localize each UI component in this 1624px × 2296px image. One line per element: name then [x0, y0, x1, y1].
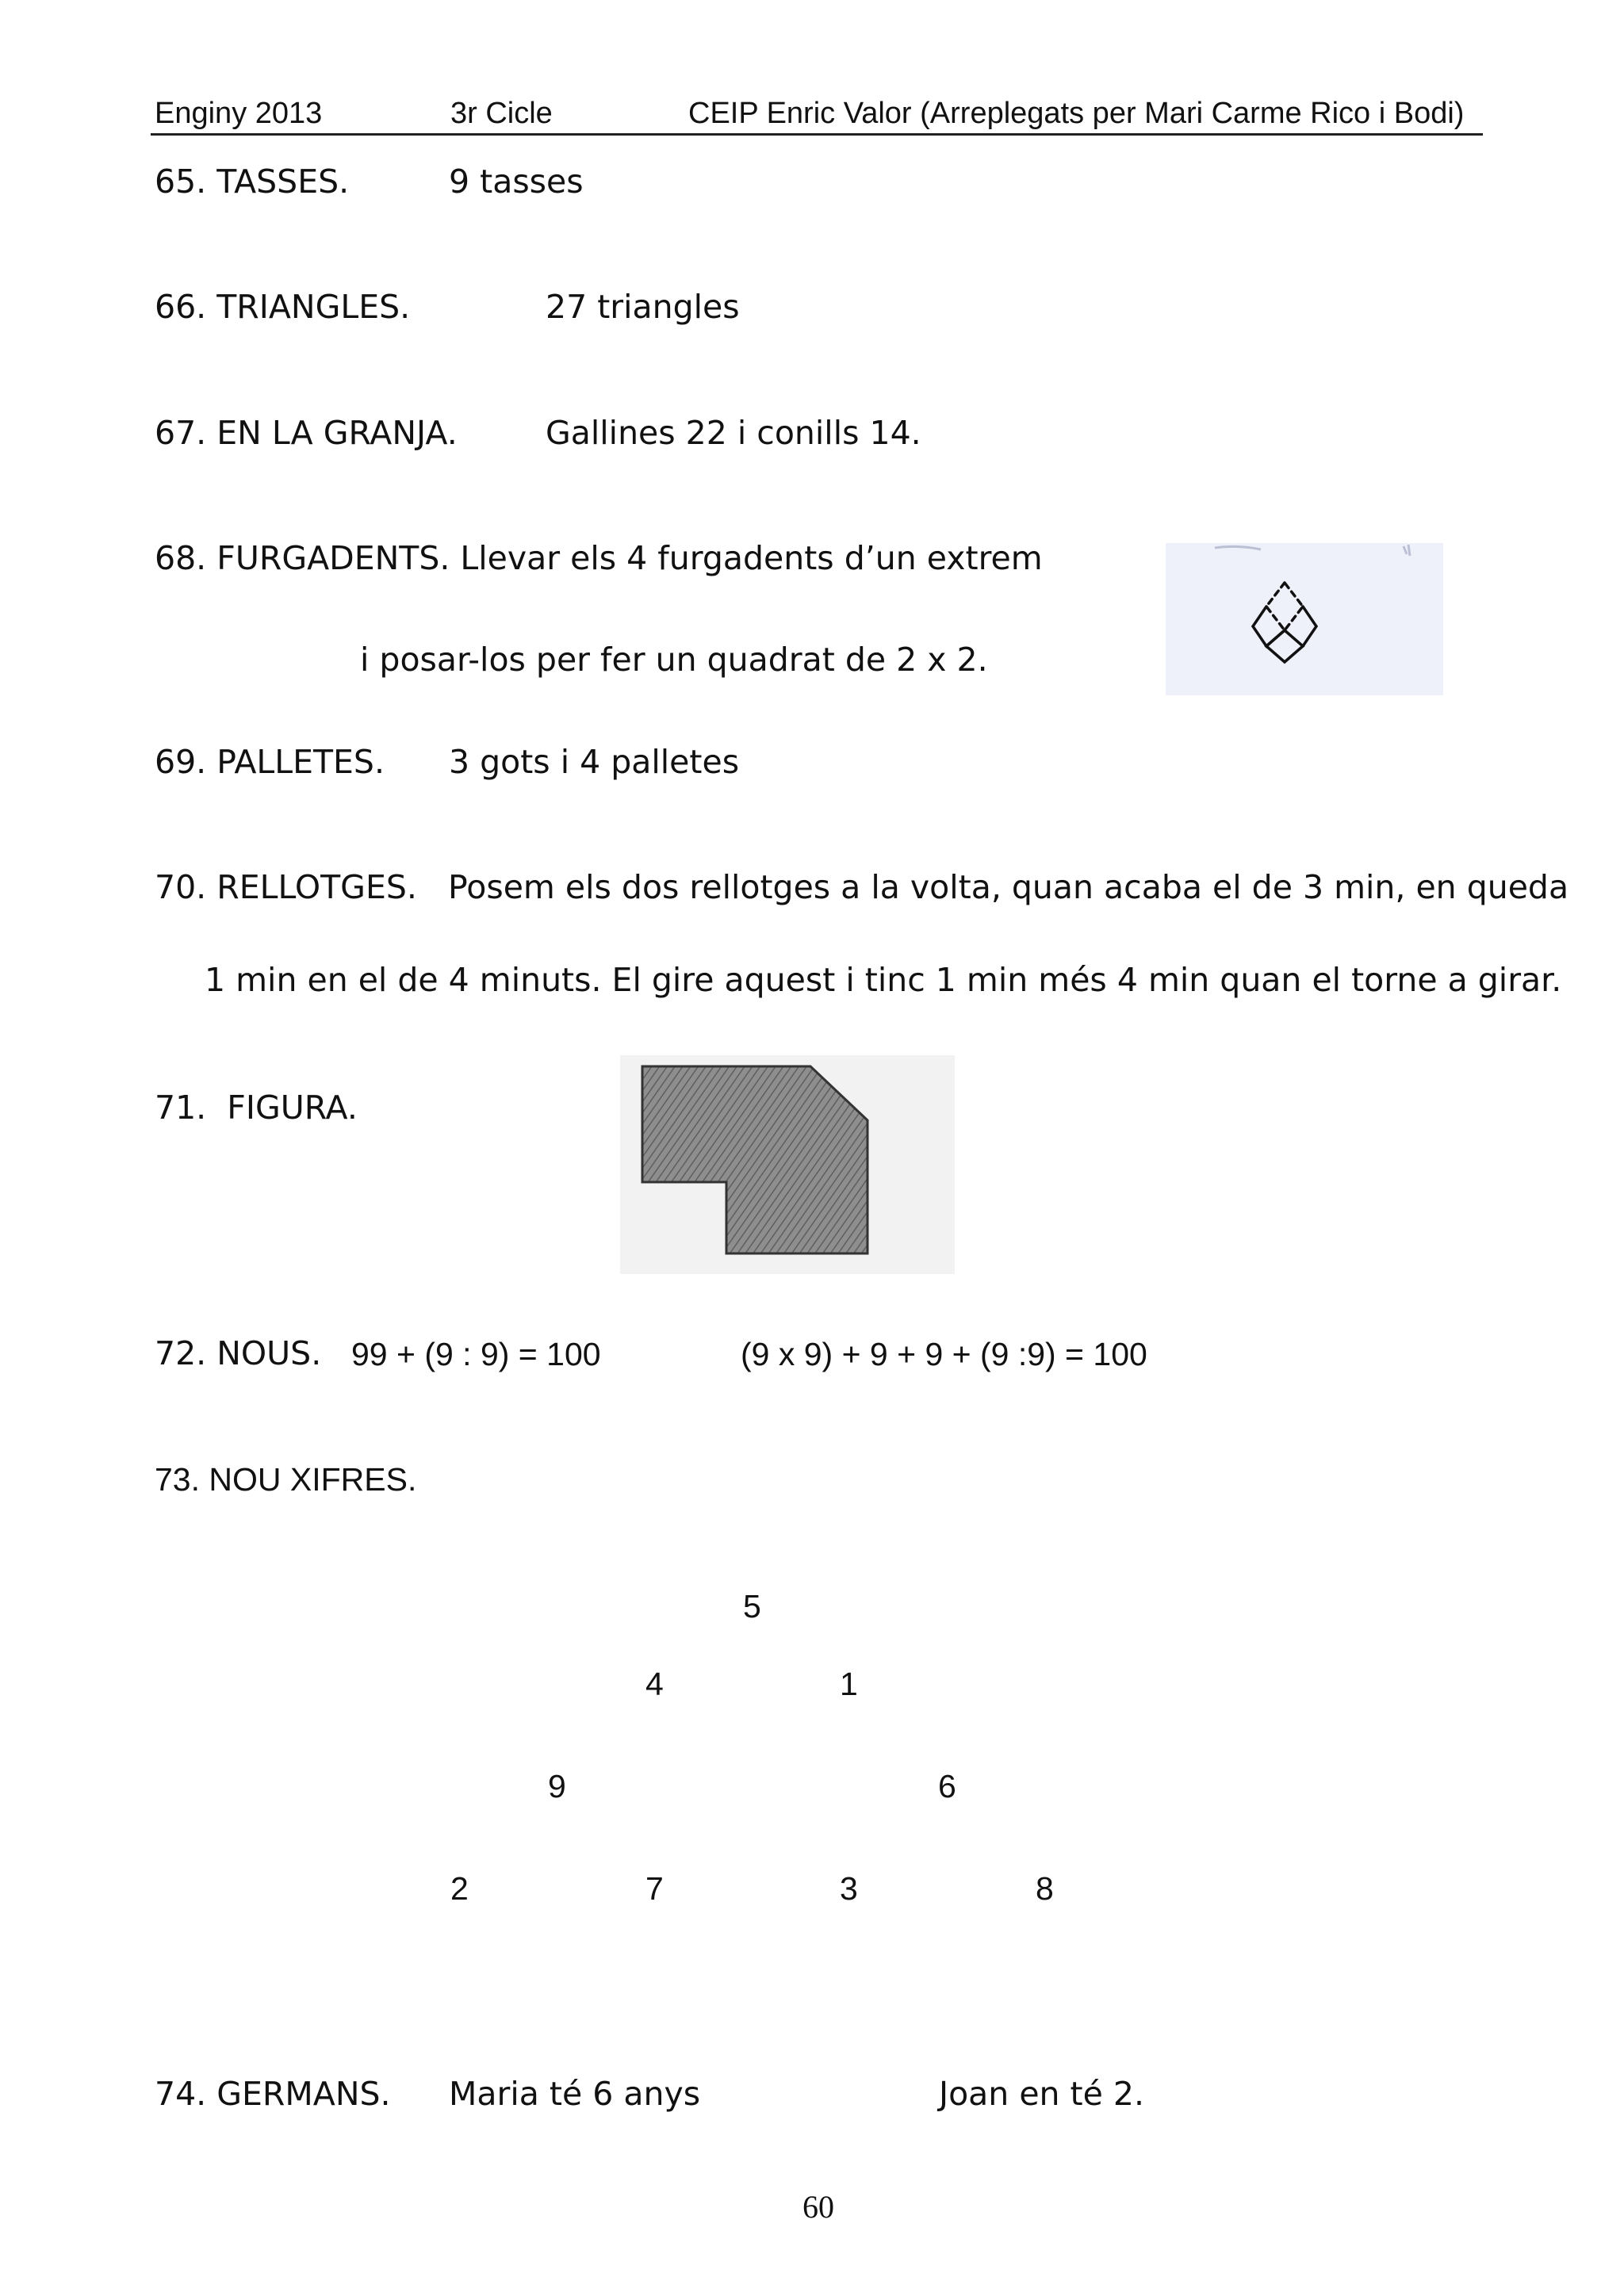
item-74-title: 74. GERMANS.: [155, 2075, 391, 2113]
item-70-line2: 1 min en el de 4 minuts. El gire aquest i tinc 1 min més 4 min quan el torne a girar.: [205, 961, 1562, 999]
item-73-title: 73. NOU XIFRES.: [155, 1461, 417, 1498]
item-67-answer: Gallines 22 i conills 14.: [546, 414, 921, 452]
header-rule: [151, 133, 1483, 136]
shaded-figure-image: [620, 1055, 955, 1274]
toothpick-square-image: [1166, 543, 1443, 695]
item-72-equation-2: (9 x 9) + 9 + 9 + (9 :9) = 100: [741, 1336, 1147, 1372]
item-72-title: 72. NOUS.: [155, 1334, 322, 1372]
item-66-title: 66. TRIANGLES.: [155, 288, 411, 326]
digit-top: 5: [743, 1588, 761, 1624]
digit-left-1: 4: [645, 1666, 664, 1702]
item-65-answer: 9 tasses: [449, 163, 584, 201]
digit-left-2: 9: [548, 1768, 566, 1804]
digit-bottom-3: 3: [840, 1870, 858, 1907]
item-68-line2: i posar-los per fer un quadrat de 2 x 2.: [360, 641, 988, 679]
item-74-maria: Maria té 6 anys: [449, 2075, 701, 2113]
item-71-title: 71. FIGURA.: [155, 1089, 358, 1127]
digit-right-1: 1: [840, 1666, 858, 1702]
item-66-answer: 27 triangles: [546, 288, 740, 326]
item-68-line1: 68. FURGADENTS. Llevar els 4 furgadents d’un extrem: [155, 539, 1043, 577]
item-65-title: 65. TASSES.: [155, 163, 350, 201]
item-72-equation-1: 99 + (9 : 9) = 100: [351, 1336, 601, 1372]
item-69-answer: 3 gots i 4 palletes: [449, 743, 740, 781]
header-school: CEIP Enric Valor (Arreplegats per Mari Carme Rico i Bodi): [688, 97, 1465, 130]
item-67-title: 67. EN LA GRANJA.: [155, 414, 458, 452]
item-70-line1: 70. RELLOTGES. Posem els dos rellotges a la volta, quan acaba el de 3 min, en queda: [155, 868, 1569, 906]
digit-right-2: 6: [938, 1768, 956, 1804]
page-number: 60: [802, 2189, 834, 2225]
digit-bottom-4: 8: [1036, 1870, 1054, 1907]
header-title: Enginy 2013: [155, 97, 323, 130]
digit-bottom-2: 7: [645, 1870, 664, 1907]
item-74-joan: Joan en té 2.: [939, 2075, 1145, 2113]
digit-bottom-1: 2: [450, 1870, 469, 1907]
header-cycle: 3r Cicle: [450, 97, 553, 130]
item-69-title: 69. PALLETES.: [155, 743, 385, 781]
